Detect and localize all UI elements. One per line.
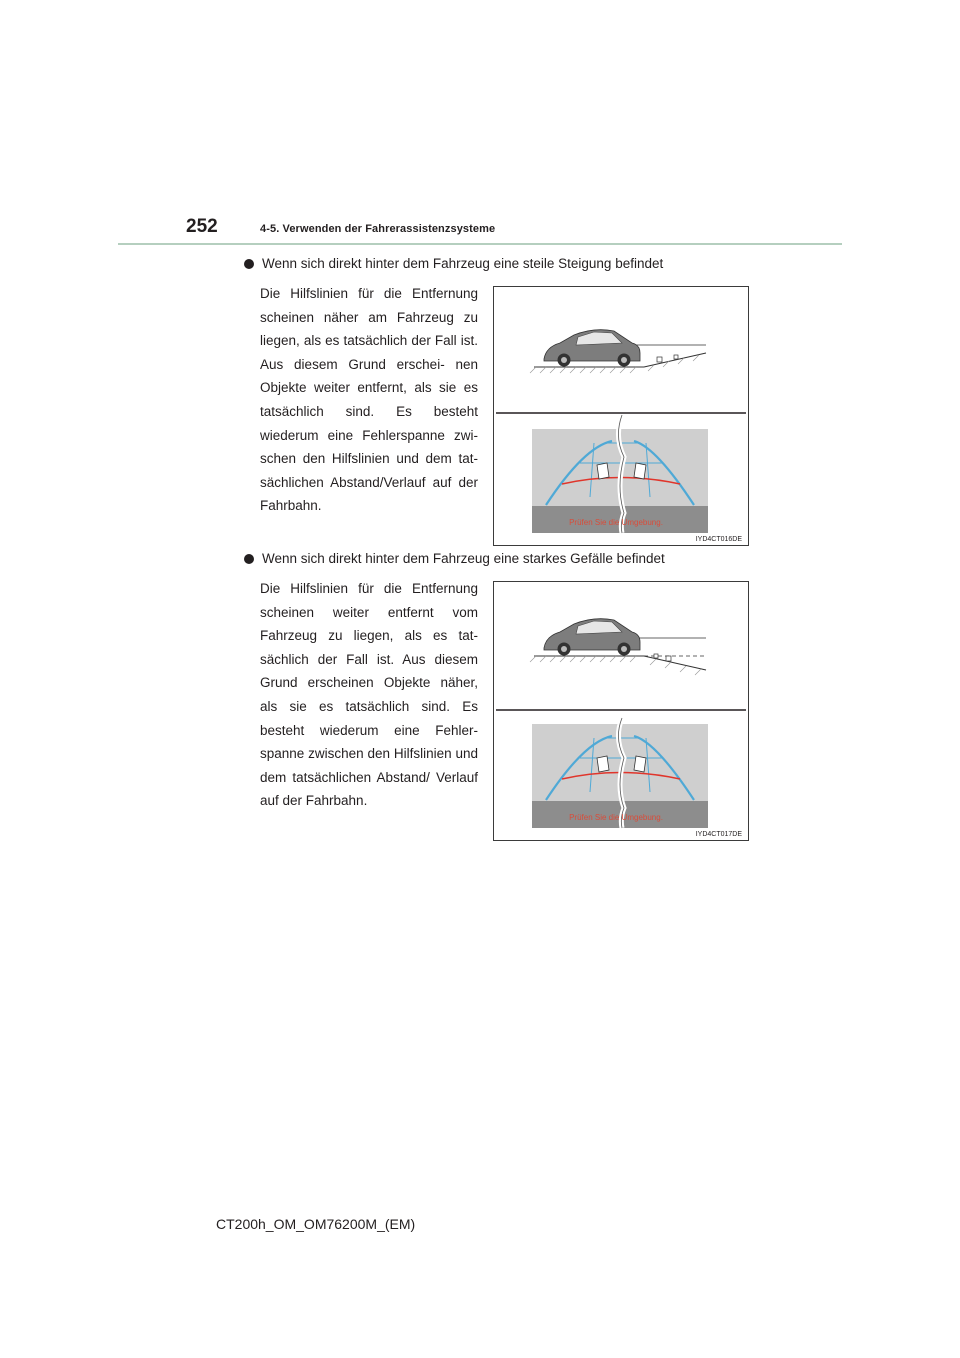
camera-view-panel bbox=[532, 718, 708, 828]
bullet-item-steep-decline bbox=[244, 551, 665, 566]
bullet-item-steep-incline bbox=[244, 256, 663, 271]
figure-incline-illustration bbox=[494, 287, 748, 545]
camera-message: Prüfen Sie die Umgebung. bbox=[569, 813, 663, 822]
section-title: 4-5. Verwenden der Fahrerassistenzsysteme bbox=[260, 223, 496, 235]
figure-code: IYD4CT016DE bbox=[695, 536, 742, 543]
footer-manual-code: CT200h_OM_OM76200M_(EM) bbox=[216, 1216, 416, 1232]
paragraph-incline: Die Hilfslinien für die Entfernung scheinen näher am Fahrzeug zu liegen, als es tatsächlich der Fall ist. Aus diesem Grund erschei- nen Objekte weiter entfernt, als sie es tatsächlich sind. Es besteht wiederum eine Fehlerspanne zwi- schen den Hilfslinien und dem tat- sächlichen Abstand/Verlauf auf der Fahrbahn. bbox=[260, 286, 478, 514]
page-number: 252 bbox=[186, 216, 218, 237]
bullet-dot-icon bbox=[244, 554, 254, 564]
camera-view-panel bbox=[532, 415, 708, 533]
car-side-view-icon bbox=[530, 619, 706, 675]
bullet-text: Wenn sich direkt hinter dem Fahrzeug eine steile Steigung befindet bbox=[262, 256, 664, 271]
paragraph-decline: Die Hilfslinien für die Entfernung scheinen weiter entfernt vom Fahrzeug zu liegen, als es tat- sächlich der Fall ist. Aus diesem Grund erscheinen Objekte näher, als sie es tatsächlich sind. Es besteht wiederum eine Fehler- spanne zwischen den Hilfslinien und dem tatsächlichen Abstand/ Verlauf auf der Fahrbahn. bbox=[260, 581, 478, 809]
car-side-view-icon bbox=[530, 330, 706, 373]
figure-decline-illustration bbox=[494, 582, 748, 840]
header-rule bbox=[118, 243, 842, 245]
bullet-text: Wenn sich direkt hinter dem Fahrzeug eine starkes Gefälle befindet bbox=[262, 551, 665, 566]
figure-incline bbox=[493, 286, 749, 546]
figure-code: IYD4CT017DE bbox=[695, 831, 742, 838]
figure-decline bbox=[493, 581, 749, 841]
bullet-dot-icon bbox=[244, 259, 254, 269]
camera-message: Prüfen Sie die Umgebung. bbox=[569, 518, 663, 527]
